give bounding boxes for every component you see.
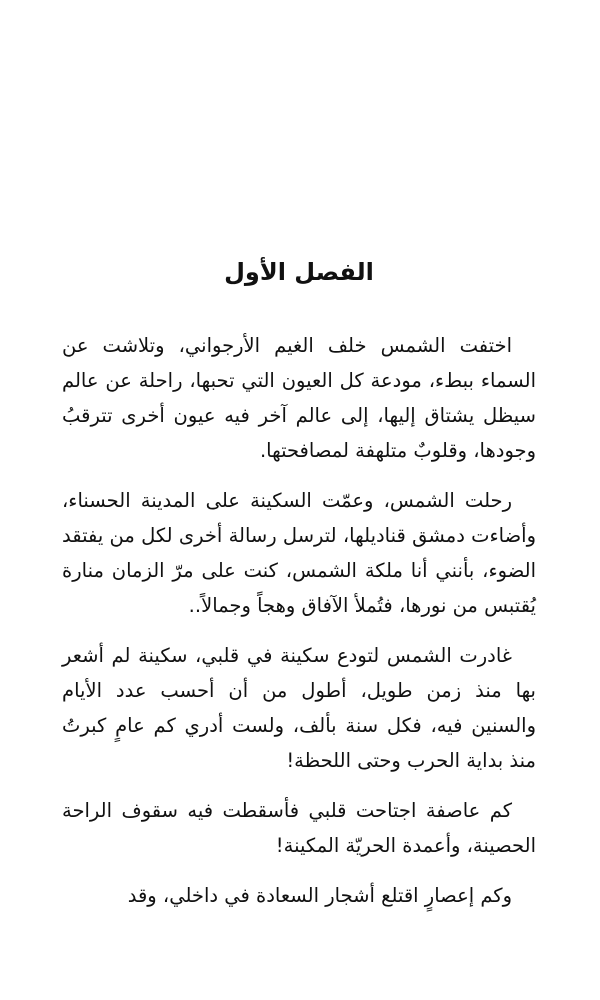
paragraph-5: وكم إعصارٍ اقتلع أشجار السعادة في داخلي، وقد <box>127 884 512 907</box>
paragraph-1: اختفت الشمس خلف الغيم الأرجواني، وتلاشت عن السماء ببطء، مودعة كل العيون التي تحبها، راحلة عن عالم سيظل يشتاق إليها، إلى عالم آخر فيه عيون أخرى تترقبُ وجودها، وقلوبٌ متلهفة لمصافحتها. <box>62 334 536 462</box>
chapter-body <box>62 328 536 913</box>
paragraph-4: كم عاصفة اجتاحت قلبي فأسقطت فيه سقوف الراحة الحصينة، وأعمدة الحريّة المكينة! <box>62 799 536 857</box>
paragraph-2: رحلت الشمس، وعمّت السكينة على المدينة الحسناء، وأضاءت دمشق قناديلها، لترسل رسالة أخرى لكل من يفتقد الضوء، بأنني أنا ملكة الشمس، كنت على مرّ الزمان منارة يُقتبس من نورها، فتُملأ الآفاق وهجاً وجمالاً.. <box>62 489 536 617</box>
paragraph-3: غادرت الشمس لتودع سكينة في قلبي، سكينة لم أشعر بها منذ زمن طويل، أطول من أن أحسب عدد الأيام والسنين فيه، فكل سنة بألف، ولست أدري كم عامٍ كبرتُ منذ بداية الحرب وحتى اللحظة! <box>62 644 536 772</box>
chapter-title: الفصل الأول <box>224 258 374 286</box>
